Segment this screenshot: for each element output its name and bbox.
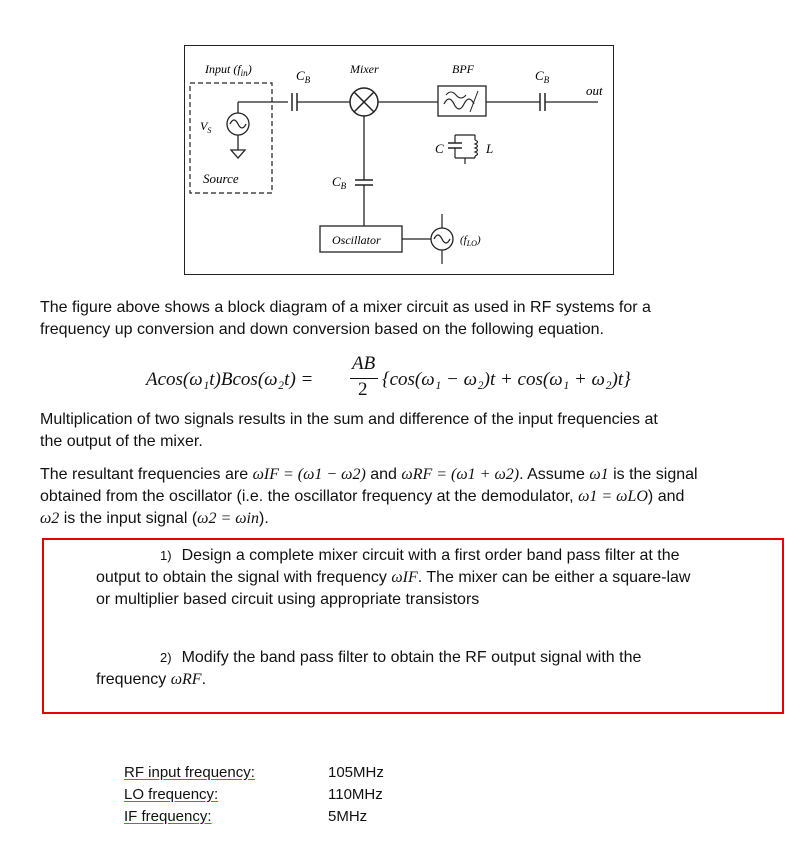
equation-numerator: AB [352, 353, 376, 374]
mixer-block-diagram [0, 0, 808, 300]
equation-left: Acos(ω₁t)Bcos(ω₂t) = [146, 369, 314, 390]
task-2-line-1: 2) Modify the band pass filter to obtain the RF output signal with the [160, 649, 642, 666]
res-line-2: obtained from the oscillator (i.e. the oscillator frequency at the demodulator, ω1 = ωLO) and [40, 488, 685, 505]
mult-line-2: the output of the mixer. [40, 433, 203, 450]
c-label: C [435, 141, 444, 156]
bpf-label: BPF [452, 62, 474, 76]
cb3-label: $C_B$ [332, 174, 347, 191]
mult-line-1: Multiplication of two signals results in the sum and difference of the input frequencies at [40, 411, 658, 428]
task-2-line-2: frequency ωRF. [96, 671, 207, 688]
intro-paragraph [40, 297, 780, 341]
lo-frequency-label: LO frequency: [124, 786, 219, 803]
input-label: Input $(f_{in})$ [205, 62, 252, 78]
res-line-3: ω2 is the input signal (ω2 = ωin). [40, 510, 269, 527]
cb1-label: $C_B$ [296, 68, 311, 85]
rf-frequency-value: 105MHz [328, 764, 384, 781]
inductor-icon [475, 140, 478, 156]
task-1-line-3: or multiplier based circuit using appropriate transistors [96, 591, 480, 608]
task-1-number: 1) [160, 548, 172, 563]
intro-line-2: frequency up conversion and down conversion based on the following equation. [40, 321, 604, 338]
task-2-number: 2) [160, 650, 172, 665]
cb2-label: $C_B$ [535, 68, 550, 85]
resultant-paragraph [40, 464, 780, 530]
vs-label: $V_S$ [200, 119, 212, 135]
equation-denominator: 2 [358, 379, 368, 400]
mixer-label: Mixer [350, 62, 379, 76]
if-frequency-label: IF frequency: [124, 808, 212, 825]
intro-line-1: The figure above shows a block diagram of a mixer circuit as used in RF systems for a [40, 299, 651, 316]
res-line-1: The resultant frequencies are ωIF = (ω1 − ω2) and ωRF = (ω1 + ω2). Assume ω1 is the signal [40, 466, 698, 483]
out-label: out [586, 83, 603, 98]
l-label: L [486, 141, 494, 156]
multiplication-paragraph [40, 409, 780, 453]
oscillator-label: Oscillator [332, 233, 381, 247]
if-frequency-value: 5MHz [328, 808, 368, 825]
lo-frequency-value: 110MHz [328, 786, 383, 803]
rf-frequency-label: RF input frequency: [124, 764, 255, 781]
equation-right: {cos(ω₁ − ω₂)t + cos(ω₁ + ω₂)t} [382, 369, 631, 390]
mixer-equation [146, 353, 746, 403]
flo-label: $(f_{LO})$ [460, 234, 481, 248]
source-label: Source [203, 171, 239, 186]
ground-icon [231, 150, 245, 158]
bpf-wave-icon [444, 99, 474, 109]
task-1-line-1: 1) Design a complete mixer circuit with a first order band pass filter at the [160, 547, 680, 564]
task-1-line-2: output to obtain the signal with frequency ωIF. The mixer can be either a square-law [96, 569, 691, 586]
